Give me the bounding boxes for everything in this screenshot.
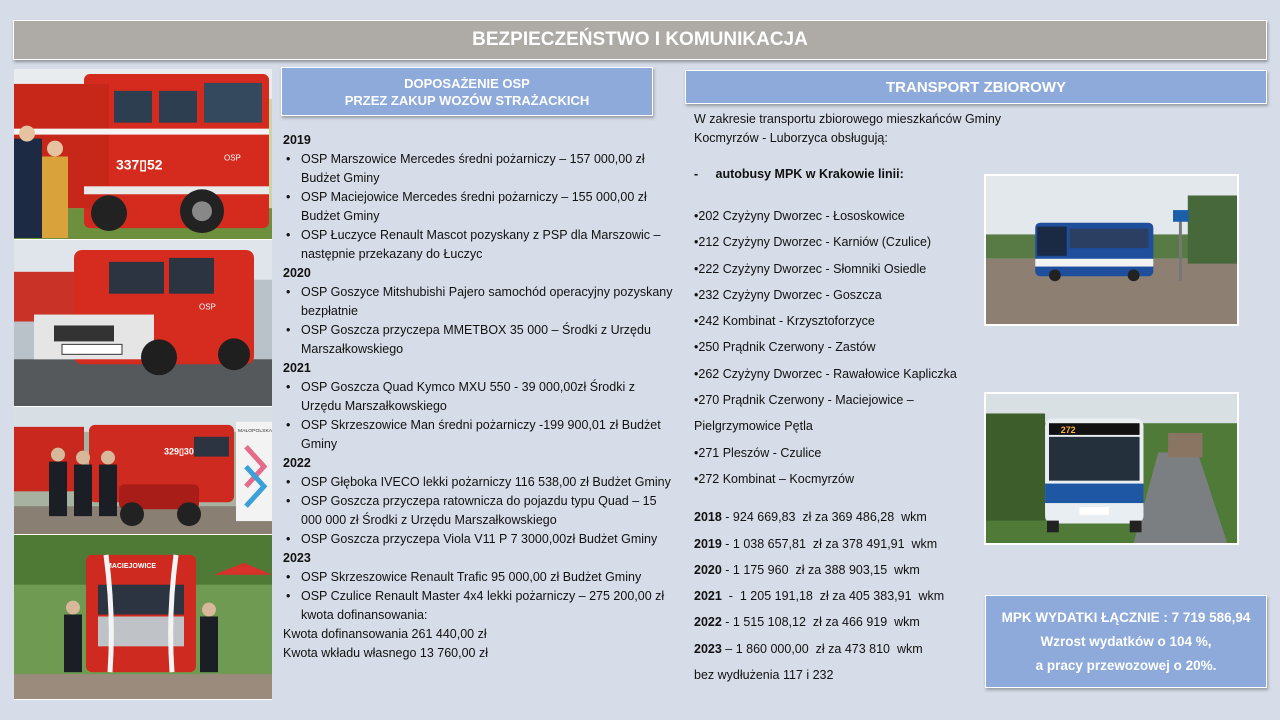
list-item: • OSP Goszyce Mitshubishi Pajero samochód operacyjny pozyskany bezpłatnie	[283, 283, 678, 321]
truck4-label: MACIEJOWICE	[106, 562, 157, 570]
year-label: 2023	[283, 551, 311, 565]
bus2-display: 272	[1060, 424, 1076, 435]
route-item: •250 Prądnik Czerwony - Zastów	[694, 340, 876, 355]
list-item: • OSP Głęboka IVECO lekki pożarniczy 116 538,00 zł Budżet Gminy	[283, 473, 678, 492]
stat-year: 2023	[694, 641, 722, 656]
truck3-plate: 329▯30	[164, 446, 194, 457]
mpk-summary-box	[985, 595, 1267, 688]
stat-row	[694, 504, 979, 530]
route-item: •242 Kombinat - Krzysztoforzyce	[694, 314, 875, 329]
route-item: •232 Czyżyny Dworzec - Goszcza	[694, 287, 882, 302]
transport-header	[685, 70, 1267, 104]
osp-header-line1: DOPOSAŻENIE OSP	[404, 75, 530, 91]
stat-row	[694, 609, 979, 635]
truck1-plate: 337▯52	[116, 156, 163, 173]
year-label: 2019	[283, 133, 311, 147]
transport-info	[694, 110, 1002, 688]
stat-year: 2018	[694, 510, 722, 525]
own-contribution: Kwota wkładu własnego 13 760,00 zł	[283, 646, 488, 660]
photo-fire-van	[14, 240, 272, 407]
stat-row	[694, 583, 979, 609]
route-item: •222 Czyżyny Dworzec - Słomniki Osiedle	[694, 261, 927, 276]
photo-fire-truck-maciejowice	[14, 535, 272, 700]
photo-bus-272	[984, 392, 1239, 545]
stat-text: – 1 860 000,00 zł za 473 810 wkm	[721, 641, 923, 656]
stat-text: - 1 038 657,81 zł za 378 491,91 wkm	[721, 536, 938, 551]
funding-amount: Kwota dofinansowania 261 440,00 zł	[283, 627, 487, 641]
truck1-osp-label: OSP	[224, 153, 241, 163]
transport-header-text: TRANSPORT ZBIOROWY	[886, 78, 1066, 96]
list-item: • OSP Goszcza Quad Kymco MXU 550 - 39 000,00zł Środki z Urzędu Marszałkowskiego	[283, 378, 678, 416]
photo-fire-truck-marszowice	[14, 69, 272, 240]
list-item: • OSP Skrzeszowice Man średni pożarniczy -199 900,01 zł Budżet Gminy	[283, 416, 678, 454]
stat-row	[694, 636, 979, 662]
route-list	[694, 203, 979, 492]
route-item: •212 Czyżyny Dworzec - Karniów (Czulice)	[694, 235, 932, 250]
osp-purchases-list	[283, 131, 678, 663]
van-osp-label: OSP	[198, 302, 216, 312]
sign-text: MAŁOPOLSKA	[237, 427, 272, 434]
osp-header-line2: PRZEZ ZAKUP WOZÓW STRAŻACKICH	[344, 92, 590, 108]
stat-text: - 1 205 191,18 zł za 405 383,91 wkm	[721, 589, 945, 604]
summary-work: a pracy przewozowej o 20%.	[1035, 658, 1217, 673]
year-label: 2022	[283, 456, 311, 470]
stat-row	[694, 557, 979, 583]
stat-year: 2020	[694, 562, 722, 577]
summary-growth: Wzrost wydatków o 104 %,	[1040, 634, 1212, 649]
list-item: • OSP Skrzeszowice Renault Trafic 95 000,00 zł Budżet Gminy	[283, 568, 678, 587]
list-item: • OSP Goszcza przyczepa Viola V11 P 7 3000,00zł Budżet Gminy	[283, 530, 678, 549]
list-item: • OSP Goszcza przyczepa MMETBOX 35 000 – Środki z Urzędu Marszałkowskiego	[283, 321, 678, 359]
expense-stats	[694, 504, 979, 688]
stat-year: 2022	[694, 615, 722, 630]
photo-bus-terminal	[984, 174, 1239, 326]
stat-year: 2019	[694, 536, 722, 551]
stat-text: - 924 669,83 zł za 369 486,28 wkm	[721, 510, 927, 525]
year-label: 2021	[283, 361, 311, 375]
bus-lines-label: - autobusy MPK w Krakowie linii:	[694, 167, 904, 181]
list-item: • OSP Marszowice Mercedes średni pożarniczy – 157 000,00 zł Budżet Gminy	[283, 150, 678, 188]
list-item: • OSP Maciejowice Mercedes średni pożarniczy – 155 000,00 zł Budżet Gminy	[283, 188, 678, 226]
route-item: •272 Kombinat – Kocmyrzów	[694, 471, 855, 486]
page-title-text: BEZPIECZEŃSTWO I KOMUNIKACJA	[472, 29, 808, 50]
photo-truck-and-quad	[14, 407, 272, 535]
route-item: •270 Prądnik Czerwony - Maciejowice – Pielgrzymowice Pętla	[694, 393, 914, 434]
year-label: 2020	[283, 266, 311, 280]
stat-text: - 1 175 960 zł za 388 903,15 wkm	[721, 562, 920, 577]
route-item: •262 Czyżyny Dworzec - Rawałowice Kapliczka	[694, 366, 957, 381]
list-item: • OSP Łuczyce Renault Mascot pozyskany z PSP dla Marszowic – następnie przekazany do Łuczyc	[283, 226, 678, 264]
stat-year: 2021	[694, 589, 722, 604]
page-title	[13, 20, 1267, 60]
stat-text: - 1 515 108,12 zł za 466 919 wkm	[721, 615, 920, 630]
list-item: • OSP Czulice Renault Master 4x4 lekki pożarniczy – 275 200,00 zł kwota dofinansowania:	[283, 587, 678, 625]
route-item: •271 Pleszów - Czulice	[694, 445, 822, 460]
list-item: • OSP Goszcza przyczepa ratownicza do pojazdu typu Quad – 15 000 000 zł Środki z Urzędu Marszałkowskiego	[283, 492, 678, 530]
transport-intro: W zakresie transportu zbiorowego mieszkańców Gminy Kocmyrzów - Luborzyca obsługują:	[694, 112, 1002, 145]
summary-total: MPK WYDATKI ŁĄCZNIE : 7 719 586,94	[1001, 610, 1251, 625]
stat-row	[694, 531, 979, 557]
osp-header	[281, 67, 653, 116]
stat-note: bez wydłużenia 117 i 232	[694, 668, 834, 683]
route-item: •202 Czyżyny Dworzec - Łososkowice	[694, 209, 905, 223]
